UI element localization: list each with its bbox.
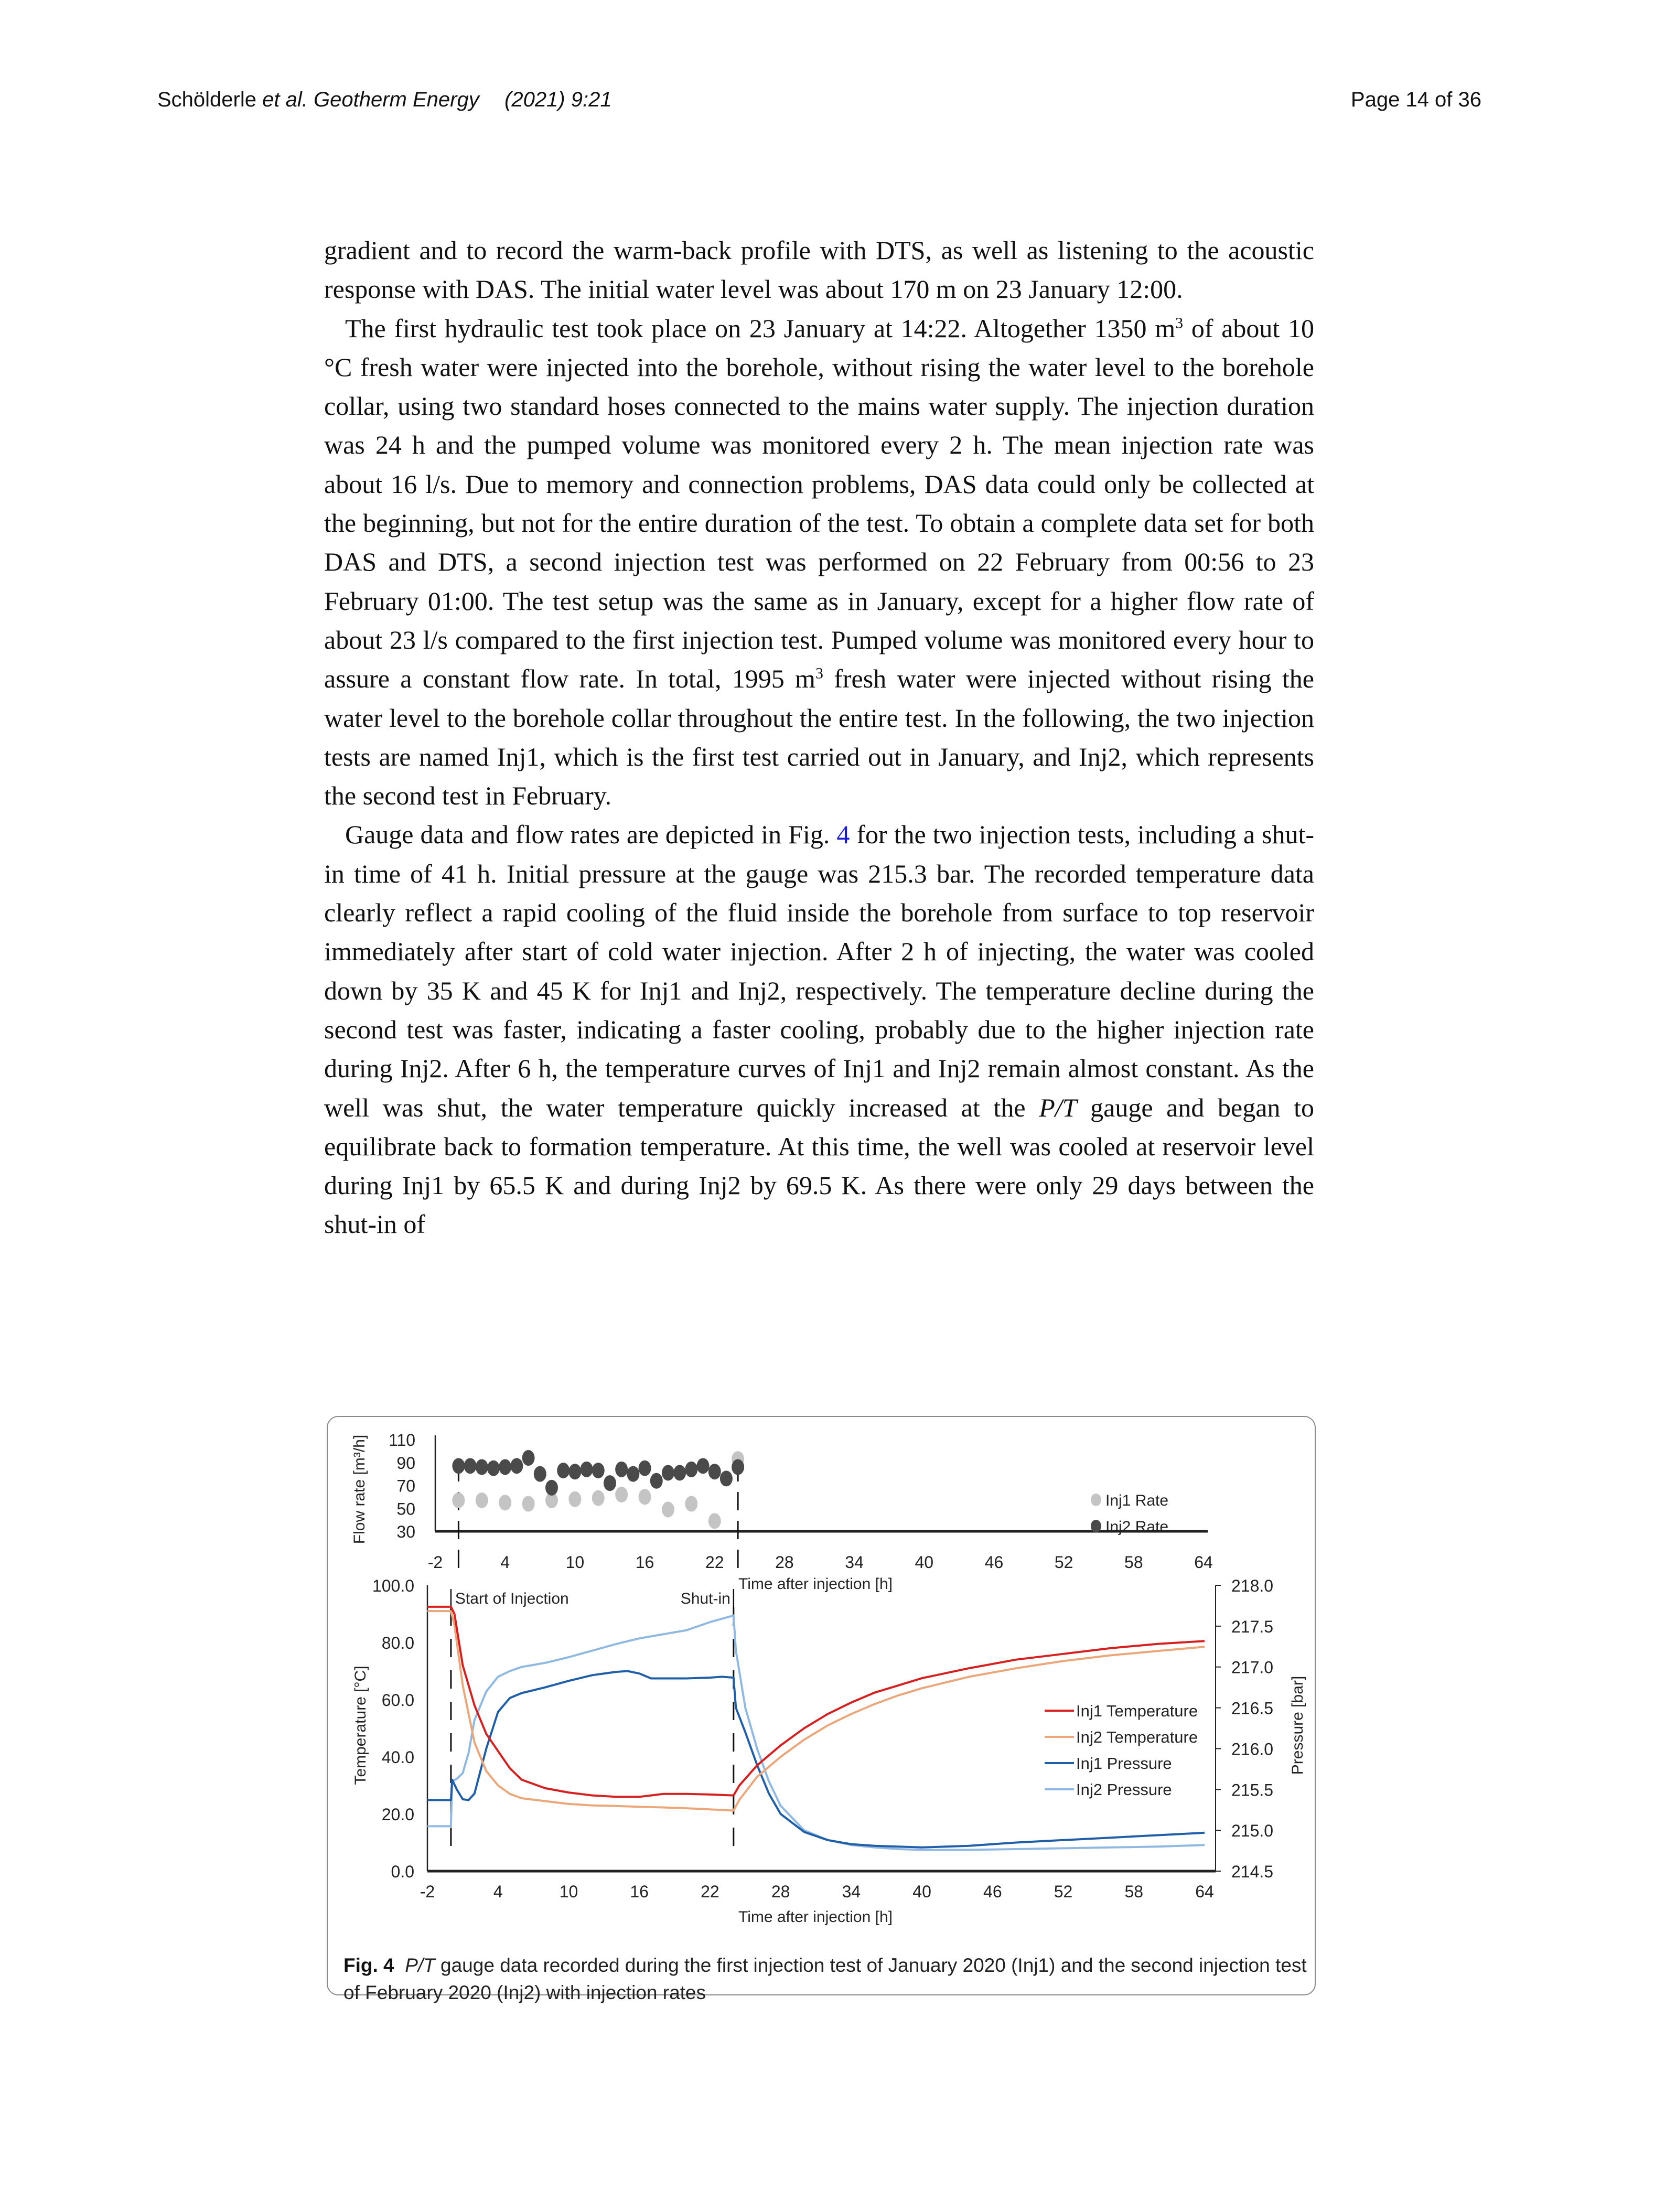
paragraph-3-text-b: for the two injection tests, including a shut-in time of 41 h. Initial pressure at the gauge was 215.3 bar. The recorded temperature data clearly reflect a rapid cooling of the fluid inside the borehole from surface to top reservoir immediately after start of cold water injection. After 2 h of injecting, the water was cooled down by 35 K and 45 K for Inj1 and Inj2, respectively. The temperature decline during the second test was faster, indicating a faster cooling, probably due to the higher injection rate during Inj2. After 6 h, the temperature curves of Inj1 and Inj2 remain almost constant. As the well was shut, the water temperature quickly increased at the <box>324 820 1314 1122</box>
inj2-rate-point <box>639 1461 651 1476</box>
y2-tick-label: 216.0 <box>1231 1739 1274 1759</box>
x-tick-label: 40 <box>912 1882 931 1901</box>
y2-axis-label: Pressure [bar] <box>1289 1676 1306 1775</box>
inj2-rate-point <box>604 1475 616 1491</box>
header-volume: (2021) 9:21 <box>504 88 612 111</box>
inj2-rate-point <box>697 1458 710 1474</box>
y-tick-label: 40.0 <box>381 1748 414 1767</box>
inj2-rate-point <box>732 1459 744 1475</box>
inj1-rate-point <box>476 1492 488 1508</box>
y-tick-label: 20.0 <box>381 1805 414 1824</box>
inj1-rate-point <box>639 1489 651 1505</box>
paragraph-2-text-c: fresh water were injected without rising the water level to the borehole collar throughout the entire test. In the following, the two injection tests are named Inj1, which is the first test carried out in January, and Inj2, which represents the second test in February. <box>324 664 1315 811</box>
inj2-rate-point <box>464 1458 477 1474</box>
x-tick-label: 58 <box>1124 1882 1144 1901</box>
y-tick-label: 70 <box>396 1476 415 1496</box>
caption-text: gauge data recorded during the first injection test of January 2020 (Inj1) and the second injection test of February 2020 (Inj2) with injection rates <box>343 1955 1307 2003</box>
x-tick-label: 10 <box>559 1882 578 1901</box>
header-authors: Schölderle <box>157 88 257 111</box>
flow-rate-chart <box>351 1431 1213 1593</box>
x-tick-label: 64 <box>1195 1882 1214 1901</box>
y2-tick-label: 218.0 <box>1231 1576 1274 1595</box>
inj2-rate-point <box>581 1462 593 1477</box>
inj1-rate-point <box>592 1490 605 1506</box>
y-tick-label: 110 <box>388 1431 415 1449</box>
y2-tick-label: 217.5 <box>1231 1617 1274 1636</box>
paragraph-3-text-a: Gauge data and flow rates are depicted in Fig. <box>345 820 837 850</box>
paragraph-1: gradient and to record the warm-back profile with DTS, as well as listening to the acoustic response with DAS. The initial water level was about 170 m on 23 January 12:00. <box>324 235 1314 304</box>
legend-marker <box>1091 1494 1101 1506</box>
inj2-rate-point <box>720 1470 733 1486</box>
inj2-rate-point <box>499 1459 511 1475</box>
x-tick-label: 4 <box>500 1553 510 1572</box>
inj2-rate-point <box>685 1462 697 1477</box>
inj2-rate-point <box>615 1462 628 1477</box>
y-tick-label: 0.0 <box>391 1862 414 1881</box>
x-tick-label: 46 <box>983 1882 1002 1901</box>
x-tick-label: 34 <box>842 1882 861 1901</box>
paragraph-3-italic: P/T <box>1039 1092 1077 1122</box>
legend-label: Inj2 Pressure <box>1076 1780 1172 1799</box>
x-tick-label: 34 <box>845 1553 864 1572</box>
y2-tick-label: 217.0 <box>1231 1658 1274 1677</box>
inj1-rate-point <box>568 1491 581 1507</box>
x-tick-label: 16 <box>630 1882 649 1901</box>
legend-marker <box>1091 1520 1101 1532</box>
y-tick-label: 50 <box>396 1499 415 1519</box>
inj2-rate-point <box>627 1466 639 1482</box>
y-tick-label: 60.0 <box>381 1691 414 1710</box>
x-tick-label: 10 <box>565 1553 585 1572</box>
caption-italic: P/T <box>405 1955 435 1976</box>
legend-label: Inj2 Temperature <box>1076 1728 1198 1746</box>
x-tick-label: 58 <box>1124 1553 1143 1572</box>
annotation-start-of-injection: Start of Injection <box>455 1590 569 1607</box>
inj1-rate-point <box>685 1496 697 1512</box>
x-tick-label: 52 <box>1054 1882 1073 1901</box>
x-tick-label: 28 <box>775 1553 794 1572</box>
x-tick-label: 4 <box>493 1882 503 1901</box>
inj2-rate-point <box>510 1458 523 1474</box>
inj1-rate-point <box>499 1495 511 1510</box>
inj1-rate-point <box>708 1513 721 1529</box>
x-tick-label: 52 <box>1054 1553 1073 1572</box>
inj1-rate-point <box>452 1492 465 1508</box>
x-tick-label: 64 <box>1194 1553 1213 1572</box>
superscript: 3 <box>815 664 823 682</box>
legend-label: Inj1 Temperature <box>1076 1702 1198 1720</box>
inj2-rate-point <box>487 1461 500 1476</box>
y2-tick-label: 214.5 <box>1231 1862 1274 1881</box>
inj2-rate-point <box>662 1465 674 1480</box>
y2-tick-label: 215.5 <box>1231 1780 1274 1800</box>
x-tick-label: 46 <box>984 1553 1004 1572</box>
header-etal: et al. <box>262 88 308 111</box>
paragraph-3-text-c: gauge and began to equilibrate back to formation temperature. At this time, the well was cooled at reservoir level during Inj1 by 65.5 K and during Inj2 by 69.5 K. As there were only 29 days between the shut-in of <box>324 1092 1314 1239</box>
y-axis-label: Flow rate [m³/h] <box>351 1434 368 1544</box>
inj2-rate-point <box>592 1463 605 1478</box>
header-journal: Geotherm Energy <box>313 88 479 111</box>
legend-label: Inj1 Rate <box>1105 1492 1169 1509</box>
y2-tick-label: 216.5 <box>1231 1699 1274 1718</box>
inj2-rate-point <box>568 1464 581 1479</box>
y-tick-label: 100.0 <box>372 1576 414 1595</box>
inj2-rate-point <box>673 1465 686 1480</box>
inj2-rate-point <box>534 1466 546 1482</box>
x-axis-label: Time after injection [h] <box>738 1908 893 1926</box>
pt-gauge-chart <box>352 1576 1306 1926</box>
x-axis-label: Time after injection [h] <box>738 1575 893 1593</box>
x-tick-label: -2 <box>427 1553 443 1572</box>
figure-label: Fig. 4 <box>343 1955 394 1976</box>
y-tick-label: 80.0 <box>381 1634 414 1652</box>
y-axis-label: Temperature [°C] <box>352 1666 369 1785</box>
figure-caption <box>343 1952 1308 2006</box>
y2-tick-label: 215.0 <box>1231 1821 1274 1841</box>
inj2-rate-point <box>708 1464 721 1479</box>
legend-label: Inj1 Pressure <box>1076 1754 1172 1773</box>
inj1-rate-point <box>662 1501 674 1517</box>
inj2-rate-point <box>452 1458 465 1474</box>
x-tick-label: -2 <box>420 1882 435 1901</box>
inj1-rate-point <box>615 1487 628 1502</box>
inj2-rate-point <box>476 1459 488 1475</box>
paragraph-2-text-a: The first hydraulic test took place on 23 January at 14:22. Altogether 1350 m <box>345 313 1176 343</box>
page-number: Page 14 of 36 <box>1350 88 1481 111</box>
y-tick-label: 90 <box>396 1453 415 1473</box>
inj2-rate-point <box>557 1463 570 1478</box>
superscript: 3 <box>1175 314 1184 331</box>
figure-4-link[interactable]: 4 <box>836 820 850 850</box>
inj1-rate-point <box>522 1496 535 1512</box>
x-tick-label: 28 <box>771 1882 790 1901</box>
y-tick-label: 30 <box>396 1522 415 1541</box>
x-tick-label: 22 <box>701 1882 719 1901</box>
inj2-rate-point <box>522 1450 535 1466</box>
inj2-rate-point <box>545 1480 558 1496</box>
paragraph-2-text-b: of about 10 °C fresh water were injected into the borehole, without rising the water level to the borehole collar, using two standard hoses connected to the mains water supply. The injection duration was 24 h and the pumped volume was monitored every 2 h. The mean injection rate was about 16 l/s. Due to memory and connection problems, DAS data could only be collected at the beginning, but not for the entire duration of the test. To obtain a complete data set for both DAS and DTS, a second injection test was performed on 22 February from 00:56 to 23 February 01:00. The test setup was the same as in January, except for a higher flow rate of about 23 l/s compared to the first injection test. Pumped volume was monitored every hour to assure a constant flow rate. In total, 1995 m <box>324 313 1315 694</box>
legend-label: Inj2 Rate <box>1105 1518 1169 1535</box>
x-tick-label: 16 <box>635 1553 654 1572</box>
x-tick-label: 22 <box>705 1553 724 1572</box>
annotation-shut-in: Shut-in <box>680 1590 731 1607</box>
inj2-rate-point <box>650 1473 663 1489</box>
x-tick-label: 40 <box>915 1553 934 1572</box>
